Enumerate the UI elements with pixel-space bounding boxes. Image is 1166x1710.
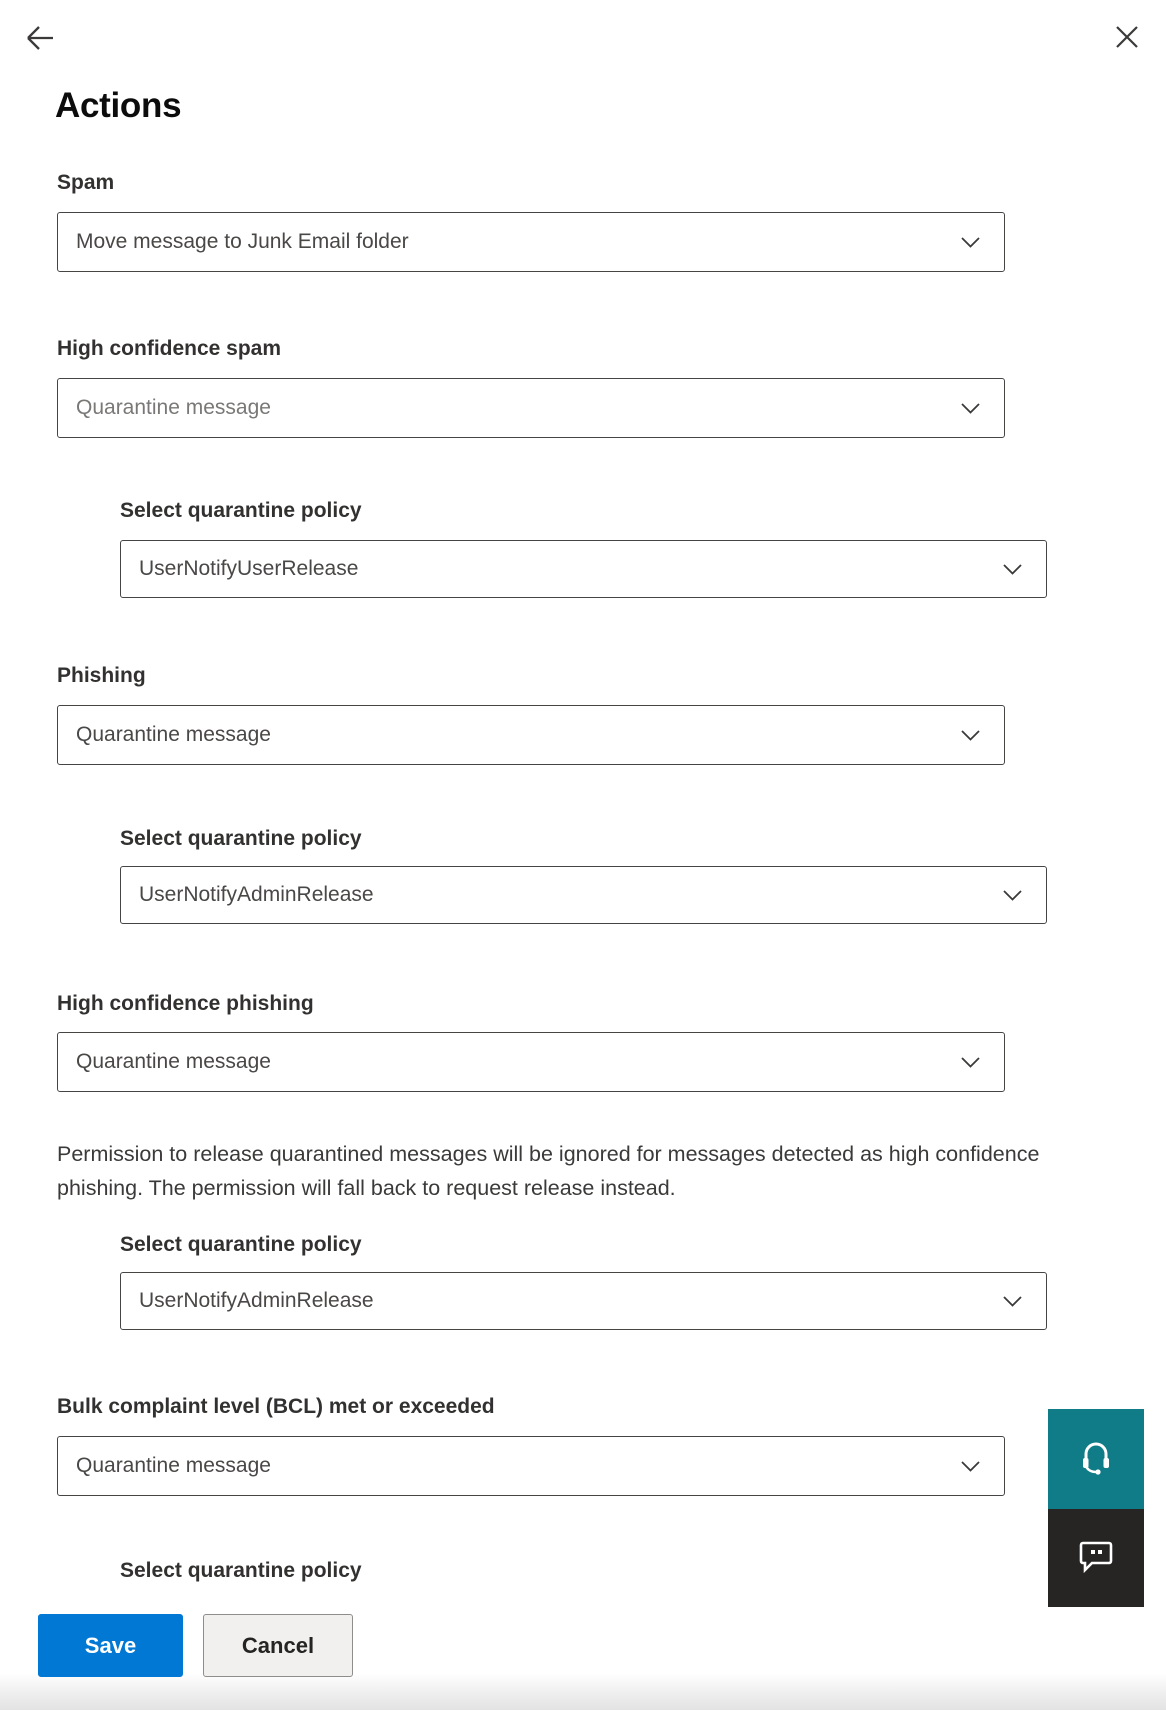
high-confidence-spam-label: High confidence spam [57, 337, 282, 360]
bcl-action-dropdown[interactable] [57, 1436, 1005, 1496]
bcl-action-value: Quarantine message [76, 1454, 271, 1477]
page-title: Actions [55, 86, 182, 125]
close-icon [1112, 40, 1142, 55]
high-confidence-phishing-label: High confidence phishing [57, 992, 314, 1015]
feedback-button[interactable] [1048, 1509, 1144, 1607]
arrow-left-icon [22, 44, 58, 59]
spam-action-dropdown[interactable] [57, 212, 1005, 272]
phishing-label: Phishing [57, 664, 146, 687]
back-button[interactable] [22, 20, 58, 56]
phishing-quarantine-policy-label: Select quarantine policy [120, 827, 362, 850]
high-confidence-phishing-value: Quarantine message [76, 1050, 271, 1073]
hcp-quarantine-policy-value: UserNotifyAdminRelease [139, 1289, 374, 1312]
chevron-down-icon [961, 730, 980, 741]
save-button[interactable]: Save [38, 1614, 183, 1677]
hcp-permission-note: Permission to release quarantined messages will be ignored for messages detected as high confidence phishing. The permission will fall back to request release instead. [57, 1142, 1040, 1200]
bcl-quarantine-policy-label: Select quarantine policy [120, 1559, 362, 1582]
chevron-down-icon [961, 1461, 980, 1472]
footer-bar [0, 1588, 1166, 1710]
chevron-down-icon [961, 237, 980, 248]
chevron-down-icon [961, 1057, 980, 1068]
hcp-quarantine-policy-label: Select quarantine policy [120, 1233, 362, 1256]
headset-icon [1072, 1434, 1120, 1485]
chat-bubble-icon [1075, 1537, 1117, 1580]
hcs-quarantine-policy-value: UserNotifyUserRelease [139, 557, 359, 580]
high-confidence-spam-dropdown[interactable] [57, 378, 1005, 438]
chevron-down-icon [1003, 890, 1022, 901]
phishing-quarantine-policy-value: UserNotifyAdminRelease [139, 883, 374, 906]
chevron-down-icon [1003, 564, 1022, 575]
support-button[interactable] [1048, 1409, 1144, 1509]
high-confidence-spam-value: Quarantine message [76, 396, 271, 419]
spam-label: Spam [57, 171, 115, 194]
bcl-label: Bulk complaint level (BCL) met or exceeded [57, 1395, 495, 1418]
cancel-button[interactable]: Cancel [203, 1614, 353, 1677]
chevron-down-icon [961, 403, 980, 414]
close-button[interactable] [1112, 22, 1142, 52]
chevron-down-icon [1003, 1296, 1022, 1307]
hcs-quarantine-policy-dropdown[interactable] [120, 540, 1047, 598]
hcs-quarantine-policy-label: Select quarantine policy [120, 499, 362, 522]
phishing-quarantine-policy-dropdown[interactable] [120, 866, 1047, 924]
hcp-quarantine-policy-dropdown[interactable] [120, 1272, 1047, 1330]
spam-action-value: Move message to Junk Email folder [76, 230, 409, 253]
high-confidence-phishing-dropdown[interactable] [57, 1032, 1005, 1092]
phishing-action-value: Quarantine message [76, 723, 271, 746]
phishing-action-dropdown[interactable] [57, 705, 1005, 765]
